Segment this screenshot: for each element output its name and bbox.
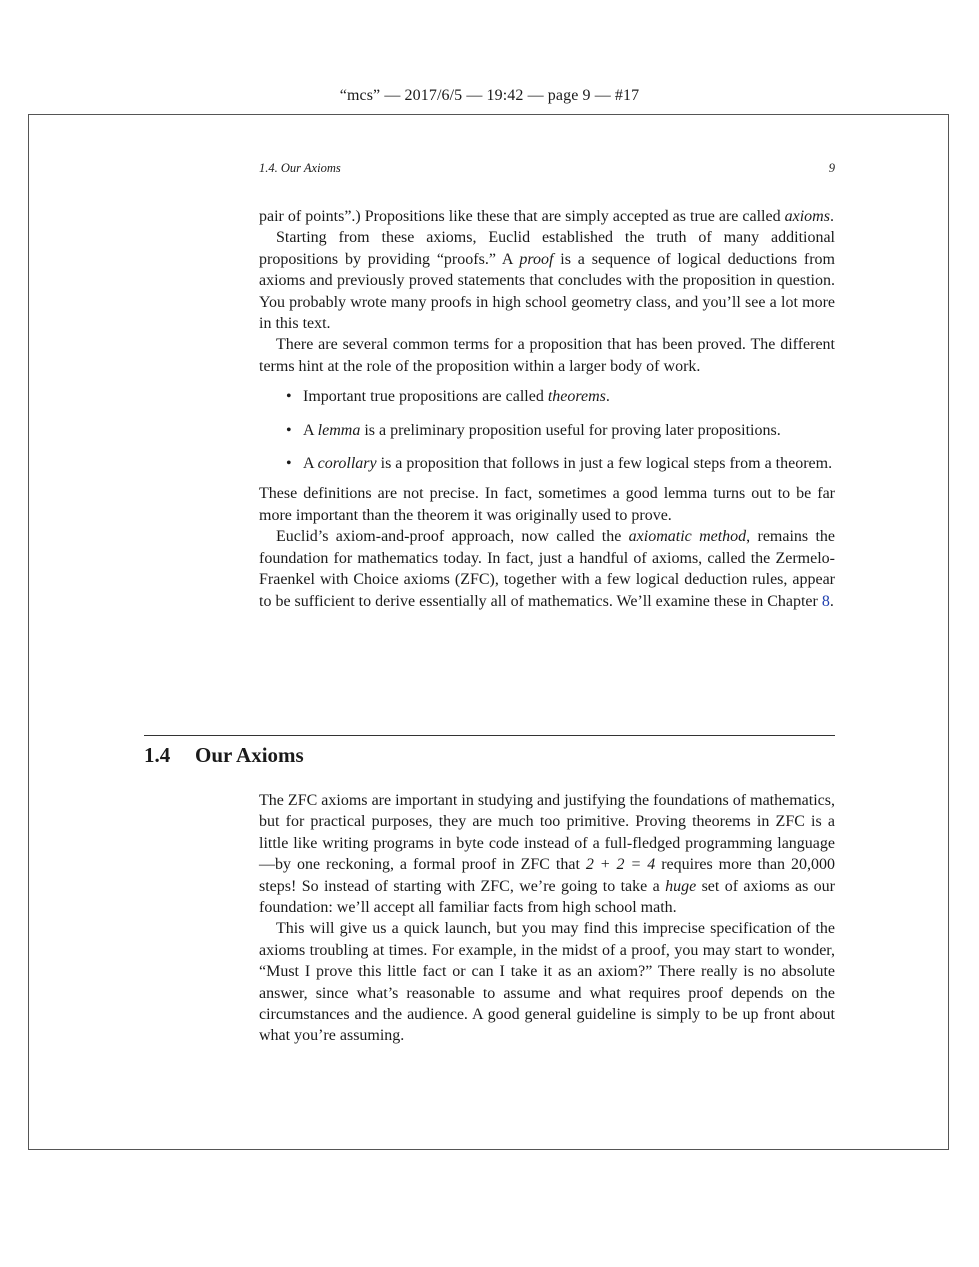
bullet-icon: • bbox=[286, 388, 292, 406]
paragraph-guideline: This will give us a quick launch, but you may find this imprecise specification of the axioms troubling at times. For example, in the midst of a proof, you may start to wonder, “Must I prove this little fact or can I take it as an axiom?” There really is no absolute answer, since what’s reasonable to assume and what requires proof depends on the circumstances and the audience. A good general guideline is simply to be up front about what you’re assuming. bbox=[259, 920, 835, 1045]
bottom-text-block bbox=[259, 790, 835, 1047]
section-number: 1.4 bbox=[144, 743, 171, 767]
section-heading bbox=[144, 743, 304, 768]
paragraph-axiomatic-method: Euclid’s axiom-and-proof approach, now called the axiomatic method, remains the foundation for mathematics today. In fact, just a handful of axioms, called the Zermelo-Fraenkel with Choice axioms (ZFC), together with a few logical deduction rules, appear to be sufficient to derive essentially all of mathematics. We’ll examine these in Chapter 8. bbox=[259, 528, 835, 610]
math-expression: 2 + 2 = 4 bbox=[585, 856, 656, 874]
term-axioms: axioms bbox=[784, 208, 830, 225]
term-axiomatic-method: axiomatic method bbox=[628, 528, 747, 546]
top-text-block bbox=[259, 206, 835, 612]
section-title: Our Axioms bbox=[195, 743, 304, 767]
section-divider bbox=[144, 735, 835, 736]
bullet-icon: • bbox=[286, 421, 292, 439]
paragraph-proofs: Starting from these axioms, Euclid established the truth of many additional propositions by providing “proofs.” A proof is a sequence of logical deductions from axioms and previously proved statements that concludes with the proposition in question. You probably wrote many proofs in high school geometry class, and you’ll see a lot more in this text. bbox=[259, 229, 835, 333]
list-item: • A corollary is a proposition that follows in just a few logical steps from a theorem. bbox=[303, 453, 835, 474]
list-item: • A lemma is a preliminary proposition useful for proving later propositions. bbox=[303, 420, 835, 441]
paragraph-definitions: These definitions are not precise. In fact, sometimes a good lemma turns out to be far more important than the theorem it was originally used to prove. bbox=[259, 485, 835, 524]
list-item: • Important true propositions are called theorems. bbox=[303, 386, 835, 407]
term-huge: huge bbox=[665, 877, 697, 895]
running-head-section: 1.4. Our Axioms bbox=[259, 161, 341, 175]
running-head bbox=[259, 161, 835, 176]
running-head-page-number: 9 bbox=[828, 161, 835, 175]
paragraph-terms: There are several common terms for a proposition that has been proved. The different terms hint at the role of the proposition within a larger body of work. bbox=[259, 336, 835, 375]
bullet-icon: • bbox=[286, 455, 292, 473]
chapter-link[interactable]: 8 bbox=[821, 592, 830, 610]
paragraph-axioms: pair of points”.) Propositions like these that are simply accepted as true are called axioms. bbox=[259, 208, 834, 225]
header-stamp: “mcs” — 2017/6/5 — 19:42 — page 9 — #17 bbox=[339, 87, 640, 104]
terms-list bbox=[259, 386, 835, 474]
term-proof: proof bbox=[519, 250, 554, 268]
paragraph-zfc: The ZFC axioms are important in studying and justifying the foundations of mathematics, but for practical purposes, they are much too primitive. Proving theorems in ZFC is a little like writing programs in byte code instead of a full-fledged programming language—by one reckoning, a formal proof in ZFC that 2 + 2 = 4 requires more than 20,000 steps! So instead of starting with ZFC, we’re going to take a huge set of axioms as our foundation: we’ll accept all familiar facts from high school math. bbox=[259, 792, 836, 917]
